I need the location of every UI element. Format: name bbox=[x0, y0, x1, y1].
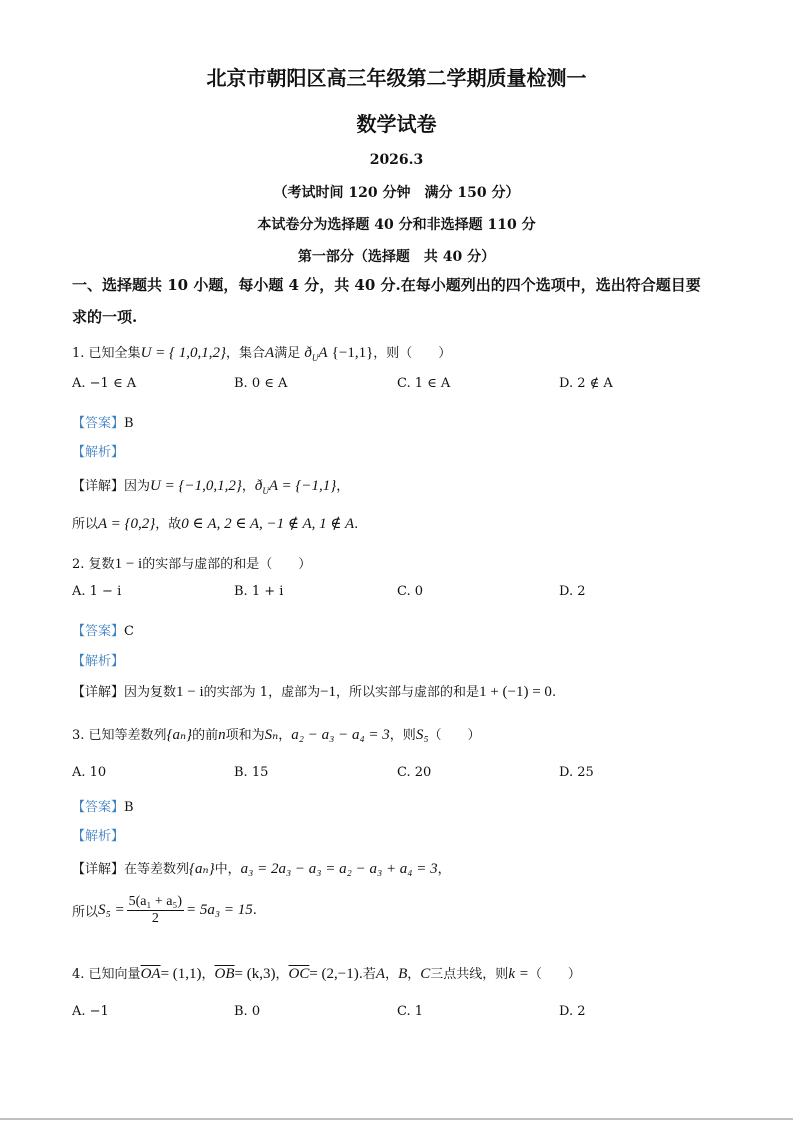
answer-value: B bbox=[124, 800, 134, 815]
question-number: 3. bbox=[72, 728, 85, 743]
question-2: 2. 复数1 − i的实部与虚部的和是（ ） bbox=[72, 556, 312, 572]
section-instructions-line1: 一、选择题共 10 小题，每小题 4 分，共 40 分.在每小题列出的四个选项中，选出符合题目要 bbox=[72, 276, 701, 294]
q3-option-b: B. 15 bbox=[234, 765, 269, 780]
q2-option-d: D. 2 bbox=[559, 584, 586, 599]
question-text: ，则（ ） bbox=[373, 346, 452, 361]
math-set-value: {−1,1} bbox=[331, 345, 374, 361]
math-set-u: U = { 1,0,1,2} bbox=[140, 345, 227, 361]
question-number: 2. bbox=[72, 557, 85, 572]
question-3: 3. 已知等差数列{aₙ}的前n项和为Sₙ，a₂ − a₃ − a₄ = 3，则S₅（ ） bbox=[72, 727, 481, 743]
q2-option-b: B. 1 + i bbox=[234, 584, 284, 599]
exam-date: 2026.3 bbox=[369, 152, 424, 168]
q2-option-a: A. 1 − i bbox=[72, 584, 122, 599]
section-instructions-line2: 求的一项. bbox=[72, 308, 138, 326]
fraction: $\frac{\text{5(a₁ + a₅)}}{2}$ bbox=[128, 894, 183, 926]
q1-option-a: A. −1 ∈ A bbox=[72, 376, 137, 391]
exam-subtitle: 数学试卷 bbox=[356, 112, 437, 136]
q4-option-b: B. 0 bbox=[234, 1004, 261, 1019]
q3-analysis bbox=[72, 825, 124, 844]
detail-tag: 【详解】 bbox=[72, 685, 125, 700]
exam-title: 北京市朝阳区高三年级第二学期质量检测一 bbox=[206, 66, 587, 90]
math-var: A bbox=[265, 345, 275, 361]
q3-detail-line1: 【详解】在等差数列{aₙ}中，a₃ = 2a₃ − a₃ = a₂ − a₃ + a₄ = 3， bbox=[72, 861, 451, 877]
q3-detail-line2: 所以S₅ = $\frac{\text{5(a₁ + a₅)}}{2}$ = 5a₃ = 15. bbox=[72, 894, 257, 926]
analysis-tag: 【解析】 bbox=[72, 654, 125, 669]
q1-option-b: B. 0 ∈ A bbox=[234, 376, 288, 391]
question-number: 1. bbox=[72, 346, 85, 361]
q4-option-d: D. 2 bbox=[559, 1004, 586, 1019]
q2-answer bbox=[72, 620, 134, 639]
question-number: 4. bbox=[72, 967, 85, 982]
q3-option-c: C. 20 bbox=[397, 765, 432, 780]
answer-value: B bbox=[124, 416, 134, 431]
q1-option-c: C. 1 ∈ A bbox=[397, 376, 451, 391]
q3-answer bbox=[72, 796, 134, 815]
math-complement: $ð_UA$ bbox=[304, 345, 328, 363]
part-one-heading: 第一部分（选择题 共 40 分） bbox=[297, 249, 496, 265]
question-4: 4. 已知向量$\overline{OA}= (1,1)$，$\overline{OB}= (k,3)$，$\overline{OC}= (2,-1)$.若A，B，C三点共线，则k =（ ） bbox=[72, 966, 581, 982]
question-text: 已知全集 bbox=[88, 346, 141, 361]
answer-tag: 【答案】 bbox=[72, 624, 125, 639]
detail-tag: 【详解】 bbox=[72, 479, 125, 494]
q2-analysis bbox=[72, 650, 124, 669]
q1-answer bbox=[72, 412, 134, 431]
page-bottom-divider bbox=[0, 1118, 793, 1120]
answer-tag: 【答案】 bbox=[72, 416, 125, 431]
exam-composition: 本试卷分为选择题 40 分和非选择题 110 分 bbox=[257, 217, 536, 233]
q1-analysis bbox=[72, 441, 124, 460]
detail-tag: 【详解】 bbox=[72, 862, 125, 877]
q2-detail: 【详解】因为复数1 − i的实部为 1，虚部为−1，所以实部与虚部的和是1 + (−1) = 0. bbox=[72, 684, 557, 700]
answer-value: C bbox=[124, 624, 134, 639]
answer-tag: 【答案】 bbox=[72, 800, 125, 815]
q1-option-d: D. 2 ∉ A bbox=[559, 376, 613, 391]
q3-option-a: A. 10 bbox=[72, 765, 107, 780]
question-text: ，集合 bbox=[226, 346, 266, 361]
q4-option-a: A. −1 bbox=[72, 1004, 109, 1019]
analysis-tag: 【解析】 bbox=[72, 445, 125, 460]
q3-option-d: D. 25 bbox=[559, 765, 594, 780]
q1-detail-line1: 【详解】因为U = {−1,0,1,2}，$ð_UA = \{-1,1\}$， bbox=[72, 478, 350, 496]
question-text: 满足 bbox=[274, 346, 301, 361]
question-1 bbox=[72, 342, 451, 363]
exam-info: （考试时间 120 分钟 满分 150 分） bbox=[273, 185, 520, 201]
q1-detail-line2: 所以A = {0,2}，故0 ∈ A, 2 ∈ A, −1 ∉ A, 1 ∉ A. bbox=[72, 516, 359, 532]
analysis-tag: 【解析】 bbox=[72, 829, 125, 844]
q4-option-c: C. 1 bbox=[397, 1004, 424, 1019]
q2-option-c: C. 0 bbox=[397, 584, 424, 599]
